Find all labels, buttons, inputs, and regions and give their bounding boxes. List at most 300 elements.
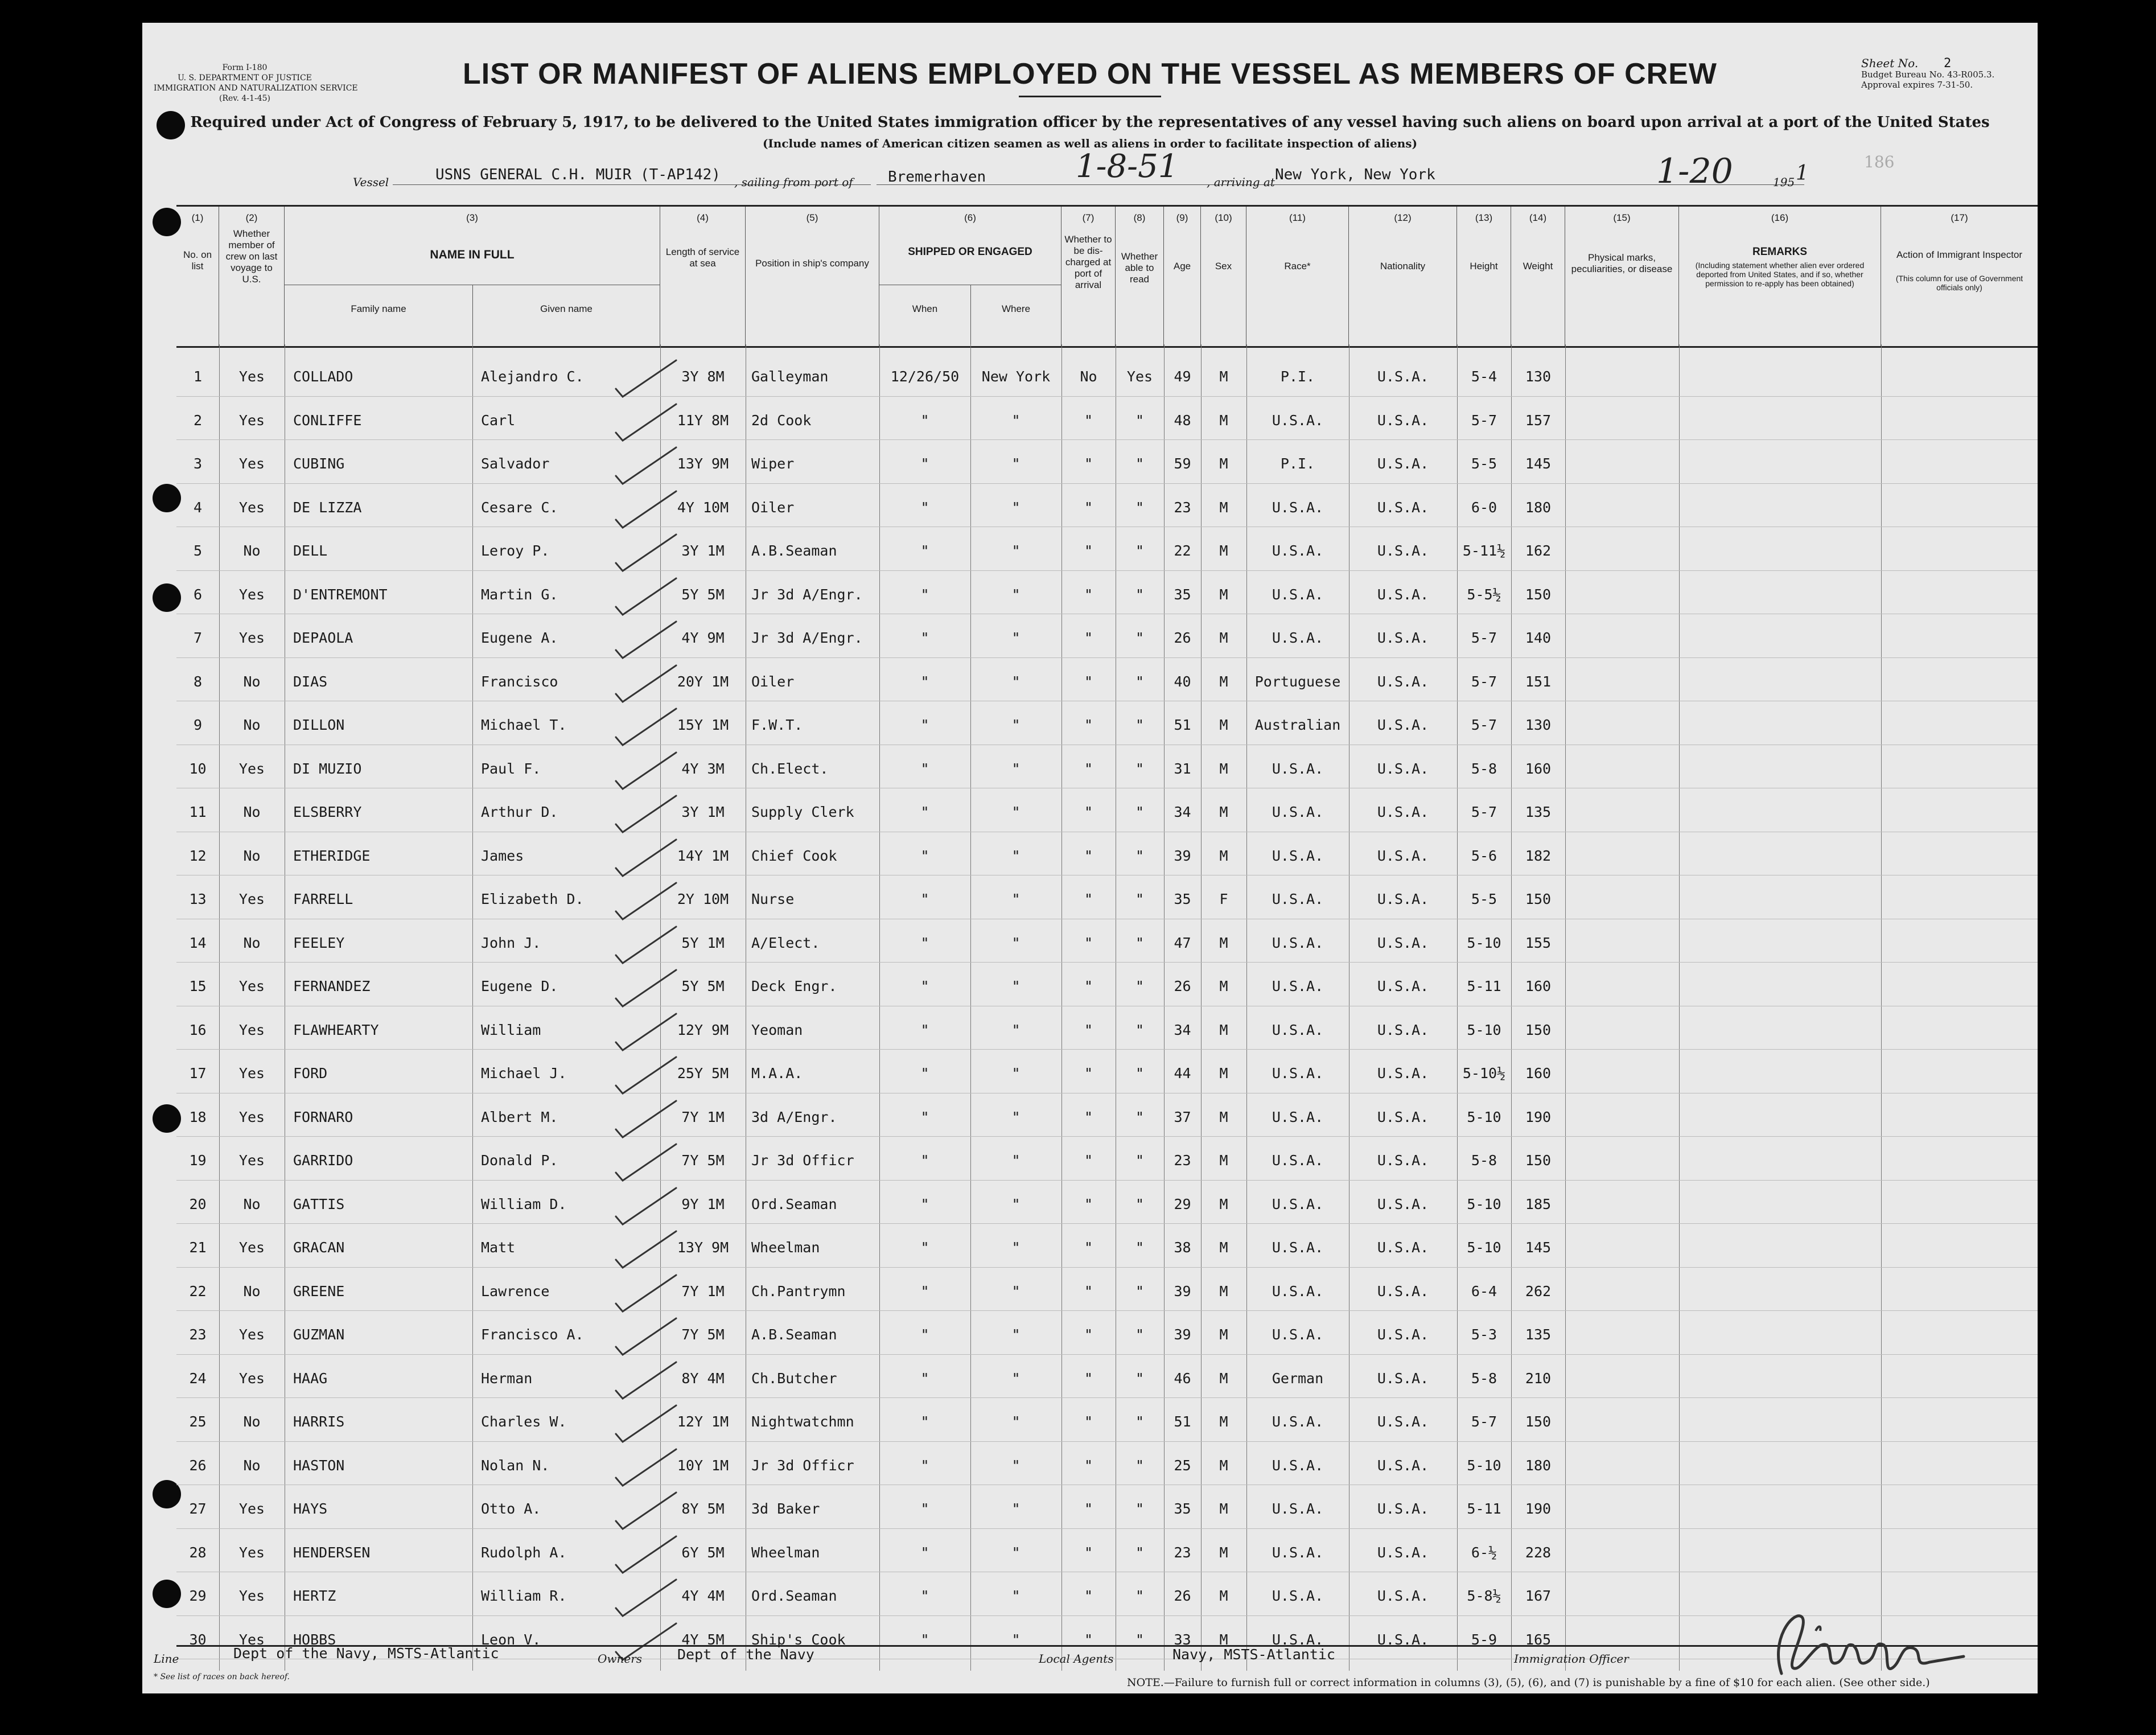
cell-height: 5-7 xyxy=(1471,673,1497,690)
col-header-race: (11) Race* xyxy=(1246,207,1349,346)
cell-race: U.S.A. xyxy=(1272,542,1324,559)
cell-race: U.S.A. xyxy=(1272,804,1324,820)
cell-family: FERNANDEZ xyxy=(293,978,371,994)
cell-height: 5-5½ xyxy=(1467,586,1501,603)
cell-disch: " xyxy=(1084,1108,1093,1125)
row-rule xyxy=(176,1528,2038,1529)
cell-when: " xyxy=(920,1152,929,1169)
col-header-service: (4) Length of service at sea xyxy=(660,207,746,346)
arrival-date: 1-20 xyxy=(1656,151,1733,191)
cell-last: No xyxy=(243,1282,261,1300)
sailing-port: Bremerhaven xyxy=(888,168,986,186)
cell-read: " xyxy=(1135,1588,1145,1604)
budget-line: Budget Bureau No. 43-R005.3. xyxy=(1861,69,1995,80)
cell-nat: U.S.A. xyxy=(1377,499,1429,516)
cell-disch: " xyxy=(1084,934,1093,951)
include-note: (Include names of American citizen seamen as well as aliens in order to facilitate inspection of aliens) xyxy=(762,137,1418,150)
cell-given: Eugene D. xyxy=(481,978,558,994)
cell-disch: " xyxy=(1084,1631,1093,1648)
cell-given: William D. xyxy=(481,1195,567,1212)
cell-disch: " xyxy=(1084,630,1093,646)
cell-given: Elizabeth D. xyxy=(481,891,584,907)
cell-family: DILLON xyxy=(293,717,345,733)
cell-disch: " xyxy=(1084,542,1093,559)
col-header-shipped: (6) SHIPPED OR ENGAGED When Where xyxy=(879,207,1061,346)
cell-nat: U.S.A. xyxy=(1377,847,1429,864)
cell-family: GRACAN xyxy=(293,1239,345,1256)
cell-weight: 135 xyxy=(1525,804,1552,820)
cell-race: U.S.A. xyxy=(1272,412,1324,429)
cell-no: 29 xyxy=(189,1588,207,1604)
cell-service: 5Y 5M xyxy=(681,978,725,994)
sheet-label: Sheet No. xyxy=(1861,56,1919,70)
cell-where: " xyxy=(1011,717,1021,733)
cell-nat: U.S.A. xyxy=(1377,455,1429,472)
cell-nat: U.S.A. xyxy=(1377,1544,1429,1561)
cell-age: 29 xyxy=(1174,1195,1191,1212)
cell-position: Ord.Seaman xyxy=(751,1588,837,1604)
cell-height: 5-8 xyxy=(1471,1152,1497,1169)
cell-sex: M xyxy=(1219,1413,1228,1430)
cell-read: " xyxy=(1135,934,1145,951)
line-value: Dept of the Navy, MSTS-Atlantic xyxy=(233,1645,499,1662)
cell-sex: M xyxy=(1219,542,1228,559)
cell-position: Jr 3d A/Engr. xyxy=(751,586,863,603)
row-rule xyxy=(176,1267,2038,1268)
cell-service: 25Y 5M xyxy=(677,1065,729,1082)
cell-when: " xyxy=(920,455,929,472)
races-note: * See list of races on back hereof. xyxy=(154,1672,290,1681)
penalty-note: NOTE.—Failure to furnish full or correct information in columns (3), (5), (6), and (7) is punishable by a fine of $10 for each alien. (See other side.) xyxy=(1127,1676,1930,1689)
year-digit: 1 xyxy=(1796,162,1809,185)
cell-where: " xyxy=(1011,847,1021,864)
cell-when: " xyxy=(920,1413,929,1430)
cell-race: U.S.A. xyxy=(1272,1326,1324,1343)
cell-last: Yes xyxy=(238,1152,265,1169)
cell-last: Yes xyxy=(238,630,265,646)
sailing-date: 1-8-51 xyxy=(1076,148,1179,185)
page-title: LIST OR MANIFEST OF ALIENS EMPLOYED ON THE VESSEL AS MEMBERS OF CREW xyxy=(463,57,1717,91)
cell-when: " xyxy=(920,586,929,603)
cell-service: 2Y 10M xyxy=(677,891,729,907)
cell-height: 5-10 xyxy=(1467,934,1501,951)
cell-service: 11Y 8M xyxy=(677,412,729,429)
cell-race: German xyxy=(1272,1370,1324,1387)
cell-nat: U.S.A. xyxy=(1377,717,1429,733)
column-divider xyxy=(1679,344,1680,1671)
cell-where: " xyxy=(1011,1152,1021,1169)
cell-family: HAYS xyxy=(293,1500,328,1517)
cell-no: 6 xyxy=(193,586,203,603)
cell-sex: M xyxy=(1219,1500,1228,1517)
cell-race: P.I. xyxy=(1280,455,1315,472)
cell-sex: M xyxy=(1219,760,1228,777)
cell-position: Oiler xyxy=(751,499,795,516)
col-header-height: (13) Height xyxy=(1457,207,1511,346)
cell-service: 4Y 4M xyxy=(681,1588,725,1604)
cell-race: U.S.A. xyxy=(1272,1108,1324,1125)
cell-given: Cesare C. xyxy=(481,499,558,516)
cell-nat: U.S.A. xyxy=(1377,934,1429,951)
cell-height: 5-10 xyxy=(1467,1457,1501,1474)
cell-last: Yes xyxy=(238,499,265,516)
cell-height: 5-9 xyxy=(1471,1631,1497,1648)
cell-position: Jr 3d Officr xyxy=(751,1152,854,1169)
cell-given: Rudolph A. xyxy=(481,1544,567,1561)
cell-last: Yes xyxy=(238,368,265,385)
cell-disch: " xyxy=(1084,455,1093,472)
cell-position: 3d A/Engr. xyxy=(751,1108,837,1125)
cell-given: Alejandro C. xyxy=(481,368,584,385)
cell-disch: " xyxy=(1084,1413,1093,1430)
cell-read: " xyxy=(1135,1544,1145,1561)
cell-where: " xyxy=(1011,1282,1021,1300)
cell-when: " xyxy=(920,804,929,820)
cell-where: " xyxy=(1011,1588,1021,1604)
cell-when: " xyxy=(920,978,929,994)
cell-disch: " xyxy=(1084,891,1093,907)
cell-nat: U.S.A. xyxy=(1377,1457,1429,1474)
cell-weight: 157 xyxy=(1525,412,1552,429)
cell-last: Yes xyxy=(238,891,265,907)
cell-last: Yes xyxy=(238,1326,265,1343)
cell-sex: M xyxy=(1219,499,1228,516)
row-rule xyxy=(176,1441,2038,1442)
cell-family: CUBING xyxy=(293,455,345,472)
cell-read: " xyxy=(1135,586,1145,603)
cell-read: " xyxy=(1135,1065,1145,1082)
row-rule xyxy=(176,1136,2038,1137)
cell-given: Eugene A. xyxy=(481,630,558,646)
cell-given: Herman xyxy=(481,1370,533,1387)
cell-age: 23 xyxy=(1174,499,1191,516)
cell-age: 23 xyxy=(1174,1152,1191,1169)
cell-family: DIAS xyxy=(293,673,328,690)
cell-position: Ship's Cook xyxy=(751,1631,846,1648)
cell-when: " xyxy=(920,717,929,733)
cell-family: CONLIFFE xyxy=(293,412,362,429)
cell-service: 9Y 1M xyxy=(681,1195,725,1212)
cell-service: 8Y 4M xyxy=(681,1370,725,1387)
cell-when: " xyxy=(920,1500,929,1517)
cell-disch: " xyxy=(1084,586,1093,603)
cell-service: 7Y 1M xyxy=(681,1282,725,1300)
cell-age: 38 xyxy=(1174,1239,1191,1256)
cell-sex: M xyxy=(1219,455,1228,472)
cell-when: " xyxy=(920,891,929,907)
cell-position: Oiler xyxy=(751,673,795,690)
agents-label: Local Agents xyxy=(1039,1652,1114,1666)
cell-age: 22 xyxy=(1174,542,1191,559)
cell-disch: " xyxy=(1084,1021,1093,1038)
cell-no: 4 xyxy=(193,499,203,516)
cell-read: " xyxy=(1135,847,1145,864)
cell-when: 12/26/50 xyxy=(890,368,960,385)
cell-height: 5-5 xyxy=(1471,891,1497,907)
owners-value: Dept of the Navy xyxy=(677,1646,814,1663)
cell-read: " xyxy=(1135,673,1145,690)
cell-no: 3 xyxy=(193,455,203,472)
cell-given: Michael J. xyxy=(481,1065,567,1082)
cell-height: 5-10 xyxy=(1467,1239,1501,1256)
row-rule xyxy=(176,439,2038,440)
cell-where: " xyxy=(1011,1500,1021,1517)
cell-when: " xyxy=(920,542,929,559)
cell-disch: " xyxy=(1084,1544,1093,1561)
title-underline xyxy=(1019,96,1161,97)
cell-where: " xyxy=(1011,978,1021,994)
cell-family: DEPAOLA xyxy=(293,630,353,646)
cell-race: U.S.A. xyxy=(1272,1239,1324,1256)
cell-service: 4Y 9M xyxy=(681,630,725,646)
cell-last: No xyxy=(243,542,261,559)
cell-no: 28 xyxy=(189,1544,207,1561)
cell-weight: 165 xyxy=(1525,1631,1552,1648)
cell-disch: " xyxy=(1084,1370,1093,1387)
cell-height: 5-4 xyxy=(1471,368,1497,385)
arriving-port: New York, New York xyxy=(1275,166,1435,183)
cell-sex: M xyxy=(1219,1195,1228,1212)
cell-no: 2 xyxy=(193,412,203,429)
cell-when: " xyxy=(920,499,929,516)
cell-position: Chief Cook xyxy=(751,847,837,864)
cell-weight: 130 xyxy=(1525,368,1552,385)
cell-service: 3Y 8M xyxy=(681,368,725,385)
cell-read: " xyxy=(1135,1326,1145,1343)
cell-read: " xyxy=(1135,455,1145,472)
col-header-remarks: (16) REMARKS (Including statement whether alien ever ordered deported from United States, and if so, whether permission to re-apply has been obtained) xyxy=(1679,207,1881,346)
cell-last: Yes xyxy=(238,586,265,603)
col-header-read: (8) Whether able to read xyxy=(1116,207,1164,346)
cell-age: 35 xyxy=(1174,891,1191,907)
sheet-number: 2 xyxy=(1943,56,1952,71)
cell-height: 6-0 xyxy=(1471,499,1497,516)
cell-when: " xyxy=(920,760,929,777)
row-rule xyxy=(176,570,2038,571)
col-header-last-voyage: (2) Whether member of crew on last voyage to U.S. xyxy=(219,207,285,346)
cell-when: " xyxy=(920,1588,929,1604)
col-header-position: (5) Position in ship's company xyxy=(746,207,879,346)
cell-family: ETHERIDGE xyxy=(293,847,371,864)
cell-age: 37 xyxy=(1174,1108,1191,1125)
cell-nat: U.S.A. xyxy=(1377,1108,1429,1125)
cell-weight: 167 xyxy=(1525,1588,1552,1604)
cell-sex: M xyxy=(1219,1239,1228,1256)
cell-age: 39 xyxy=(1174,1326,1191,1343)
row-rule xyxy=(176,1397,2038,1398)
cell-read: " xyxy=(1135,717,1145,733)
cell-position: Nurse xyxy=(751,891,795,907)
cell-no: 7 xyxy=(193,630,203,646)
row-rule xyxy=(176,396,2038,397)
cell-sex: F xyxy=(1219,891,1228,907)
cell-when: " xyxy=(920,1370,929,1387)
cell-sex: M xyxy=(1219,368,1228,385)
cell-nat: U.S.A. xyxy=(1377,1413,1429,1430)
cell-weight: 160 xyxy=(1525,760,1552,777)
cell-age: 48 xyxy=(1174,412,1191,429)
cell-nat: U.S.A. xyxy=(1377,1370,1429,1387)
cell-weight: 150 xyxy=(1525,586,1552,603)
cell-sex: M xyxy=(1219,1152,1228,1169)
cell-age: 59 xyxy=(1174,455,1191,472)
cell-read: " xyxy=(1135,760,1145,777)
cell-when: " xyxy=(920,847,929,864)
cell-read: " xyxy=(1135,1021,1145,1038)
cell-sex: M xyxy=(1219,978,1228,994)
cell-last: Yes xyxy=(238,412,265,429)
cell-no: 27 xyxy=(189,1500,207,1517)
cell-position: Yeoman xyxy=(751,1021,803,1038)
cell-last: Yes xyxy=(238,1370,265,1387)
cell-sex: M xyxy=(1219,717,1228,733)
column-divider xyxy=(1881,344,1882,1671)
cell-given: Otto A. xyxy=(481,1500,541,1517)
cell-race: U.S.A. xyxy=(1272,1500,1324,1517)
col-header-sex: (10) Sex xyxy=(1201,207,1246,346)
cell-service: 6Y 5M xyxy=(681,1544,725,1561)
cell-where: " xyxy=(1011,499,1021,516)
cell-where: " xyxy=(1011,760,1021,777)
cell-age: 23 xyxy=(1174,1544,1191,1561)
row-rule xyxy=(176,1310,2038,1311)
cell-no: 15 xyxy=(189,978,207,994)
cell-where: " xyxy=(1011,412,1021,429)
column-divider xyxy=(1565,344,1566,1671)
agents-value: Navy, MSTS-Atlantic xyxy=(1172,1646,1335,1663)
cell-sex: M xyxy=(1219,1108,1228,1125)
cell-race: U.S.A. xyxy=(1272,586,1324,603)
cell-sex: M xyxy=(1219,630,1228,646)
cell-no: 26 xyxy=(189,1457,207,1474)
row-rule xyxy=(176,962,2038,963)
cell-position: Jr 3d Officr xyxy=(751,1457,854,1474)
cell-weight: 150 xyxy=(1525,1152,1552,1169)
cell-family: ELSBERRY xyxy=(293,804,362,820)
cell-where: " xyxy=(1011,1370,1021,1387)
cell-given: Arthur D. xyxy=(481,804,558,820)
cell-read: " xyxy=(1135,1282,1145,1300)
cell-weight: 190 xyxy=(1525,1108,1552,1125)
cell-position: A.B.Seaman xyxy=(751,1326,837,1343)
cell-sex: M xyxy=(1219,804,1228,820)
cell-family: HASTON xyxy=(293,1457,345,1474)
cell-nat: U.S.A. xyxy=(1377,1326,1429,1343)
cell-weight: 130 xyxy=(1525,717,1552,733)
owners-label: Owners xyxy=(598,1652,643,1666)
cell-given: Albert M. xyxy=(481,1108,558,1125)
cell-position: M.A.A. xyxy=(751,1065,803,1082)
cell-family: HAAG xyxy=(293,1370,328,1387)
cell-read: " xyxy=(1135,1195,1145,1212)
cell-service: 7Y 1M xyxy=(681,1108,725,1125)
cell-position: Jr 3d A/Engr. xyxy=(751,630,863,646)
cell-age: 26 xyxy=(1174,1588,1191,1604)
cell-nat: U.S.A. xyxy=(1377,1195,1429,1212)
cell-family: GUZMAN xyxy=(293,1326,345,1343)
cell-disch: " xyxy=(1084,412,1093,429)
cell-sex: M xyxy=(1219,1282,1228,1300)
cell-nat: U.S.A. xyxy=(1377,1021,1429,1038)
cell-position: Ch.Pantrymn xyxy=(751,1282,846,1300)
cell-nat: U.S.A. xyxy=(1377,1239,1429,1256)
cell-where: " xyxy=(1011,1457,1021,1474)
cell-where: New York xyxy=(981,368,1051,385)
col-header-name: (3) NAME IN FULL Family name Given name xyxy=(285,207,660,346)
cell-age: 33 xyxy=(1174,1631,1191,1648)
cell-height: 5-10 xyxy=(1467,1195,1501,1212)
cell-nat: U.S.A. xyxy=(1377,1282,1429,1300)
cell-family: HARRIS xyxy=(293,1413,345,1430)
cell-last: Yes xyxy=(238,1021,265,1038)
cell-no: 11 xyxy=(189,804,207,820)
cell-read: " xyxy=(1135,499,1145,516)
cell-service: 15Y 1M xyxy=(677,717,729,733)
cell-when: " xyxy=(920,630,929,646)
cell-weight: 145 xyxy=(1525,1239,1552,1256)
cell-last: Yes xyxy=(238,1239,265,1256)
cell-service: 14Y 1M xyxy=(677,847,729,864)
cell-where: " xyxy=(1011,542,1021,559)
cell-family: FORD xyxy=(293,1065,328,1082)
cell-race: U.S.A. xyxy=(1272,1021,1324,1038)
cell-where: " xyxy=(1011,891,1021,907)
cell-position: F.W.T. xyxy=(751,717,803,733)
cell-service: 4Y 5M xyxy=(681,1631,725,1648)
cell-weight: 228 xyxy=(1525,1544,1552,1561)
cell-family: HENDERSEN xyxy=(293,1544,371,1561)
cell-sex: M xyxy=(1219,1544,1228,1561)
cell-weight: 180 xyxy=(1525,1457,1552,1474)
cell-no: 1 xyxy=(193,368,203,385)
department: U. S. DEPARTMENT OF JUSTICE xyxy=(178,73,312,83)
cell-family: D'ENTREMONT xyxy=(293,586,388,603)
cell-when: " xyxy=(920,1282,929,1300)
cell-nat: U.S.A. xyxy=(1377,542,1429,559)
cell-service: 13Y 9M xyxy=(677,455,729,472)
cell-no: 17 xyxy=(189,1065,207,1082)
cell-read: " xyxy=(1135,1370,1145,1387)
cell-read: " xyxy=(1135,412,1145,429)
cell-age: 25 xyxy=(1174,1457,1191,1474)
cell-position: Wiper xyxy=(751,455,795,472)
cell-weight: 150 xyxy=(1525,1021,1552,1038)
cell-height: 5-7 xyxy=(1471,1413,1497,1430)
cell-no: 9 xyxy=(193,717,203,733)
cell-height: 5-7 xyxy=(1471,804,1497,820)
cell-where: " xyxy=(1011,1544,1021,1561)
cell-nat: U.S.A. xyxy=(1377,368,1429,385)
cell-position: A.B.Seaman xyxy=(751,542,837,559)
cell-position: Wheelman xyxy=(751,1239,820,1256)
cell-when: " xyxy=(920,412,929,429)
cell-position: Ord.Seaman xyxy=(751,1195,837,1212)
cell-position: Ch.Elect. xyxy=(751,760,829,777)
cell-nat: U.S.A. xyxy=(1377,804,1429,820)
cell-service: 10Y 1M xyxy=(677,1457,729,1474)
col-header-age: (9) Age xyxy=(1164,207,1201,346)
cell-position: Deck Engr. xyxy=(751,978,837,994)
cell-when: " xyxy=(920,934,929,951)
cell-nat: U.S.A. xyxy=(1377,586,1429,603)
cell-disch: " xyxy=(1084,1195,1093,1212)
cell-race: U.S.A. xyxy=(1272,1631,1324,1648)
cell-height: 5-3 xyxy=(1471,1326,1497,1343)
cell-where: " xyxy=(1011,934,1021,951)
cell-read: " xyxy=(1135,1239,1145,1256)
cell-nat: U.S.A. xyxy=(1377,412,1429,429)
cell-disch: " xyxy=(1084,1282,1093,1300)
